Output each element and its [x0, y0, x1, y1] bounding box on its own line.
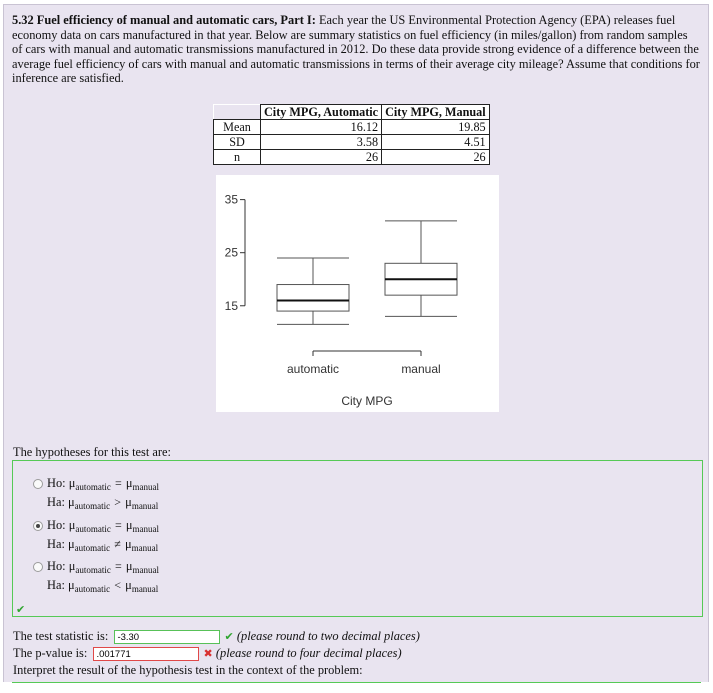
col-header-manual: City MPG, Manual	[382, 105, 490, 120]
cell-n-manual: 26	[382, 150, 490, 165]
p-value-label: The p-value is:	[13, 646, 88, 660]
problem-text	[12, 13, 700, 86]
city-mpg-boxplot	[216, 175, 499, 412]
test-statistic-label: The test statistic is:	[13, 629, 109, 643]
correct-check-icon: ✔	[224, 631, 234, 643]
x-category-label: automatic	[286, 362, 340, 376]
radio-option-1[interactable]	[33, 479, 43, 489]
cell-n-automatic: 26	[261, 150, 382, 165]
table-header-row	[214, 105, 490, 120]
x-axis-title: City MPG	[341, 394, 393, 408]
cell-mean-manual: 19.85	[382, 120, 490, 135]
cell-sd-automatic: 3.58	[261, 135, 382, 150]
question-panel	[3, 4, 709, 682]
x-category-label: manual	[401, 362, 441, 376]
p-value-row	[13, 646, 402, 661]
interpret-label: Interpret the result of the hypothesis test in the context of the problem:	[13, 663, 363, 677]
box-automatic	[277, 285, 349, 312]
p-value-input[interactable]	[93, 647, 199, 661]
correct-check-icon: ✔	[16, 604, 26, 616]
incorrect-x-icon: ✖	[203, 648, 213, 660]
col-header-automatic: City MPG, Automatic	[261, 105, 382, 120]
table-row	[214, 135, 490, 150]
cell-mean-automatic: 16.12	[261, 120, 382, 135]
y-tick-label: 15	[224, 298, 238, 313]
problem-body: Each year the US Environmental Protection Agency (EPA) releases fuel economy data on cars manufactured in that year. Below are summary statistics on fuel efficiency (in miles/gallon) from random samples of cars with manual and automatic transmissions manufactured in 2012. Do these data provide strong evidence of a difference between the average fuel efficiency of cars with manual and automatic transmissions in terms of their average city mileage? Assume that conditions for inference are satisfied.	[12, 13, 700, 86]
row-label-mean: Mean	[214, 120, 261, 135]
test-statistic-hint: (please round to two decimal places)	[236, 629, 420, 643]
p-value-hint: (please round to four decimal places)	[215, 646, 402, 660]
radio-option-3[interactable]	[33, 562, 43, 572]
table-row	[214, 120, 490, 135]
hypotheses-prompt: The hypotheses for this test are:	[13, 445, 171, 459]
interpret-row	[13, 663, 363, 678]
problem-title: 5.32 Fuel efficiency of manual and automatic cars, Part I:	[12, 13, 316, 27]
row-label-sd: SD	[214, 135, 261, 150]
row-label-n: n	[214, 150, 261, 165]
y-tick-label: 25	[224, 245, 238, 260]
test-statistic-row	[13, 629, 420, 644]
hypotheses-choice-box: Ho: $\mu_{automatic} = \mu_{manual}$ Ha: $\mu_{automatic} > \mu_{manual}$ Ho: $\mu_{automatic} = \mu_{manual}$ Ha: $\mu_{automatic} \ne \mu_{manual}$ Ho: $\mu_{automatic} = \mu_{manual}$ Ha: $\mu_{automatic} < \mu_{manual}$ ✔	[12, 460, 703, 617]
interpret-choice-box	[12, 682, 701, 693]
cell-sd-manual: 4.51	[382, 135, 490, 150]
boxplot-svg	[216, 175, 499, 412]
test-statistic-input[interactable]	[114, 630, 220, 644]
table-row	[214, 150, 490, 165]
y-tick-label: 35	[224, 192, 238, 207]
radio-option-2-selected[interactable]	[33, 521, 43, 531]
summary-stats-table	[213, 104, 490, 165]
